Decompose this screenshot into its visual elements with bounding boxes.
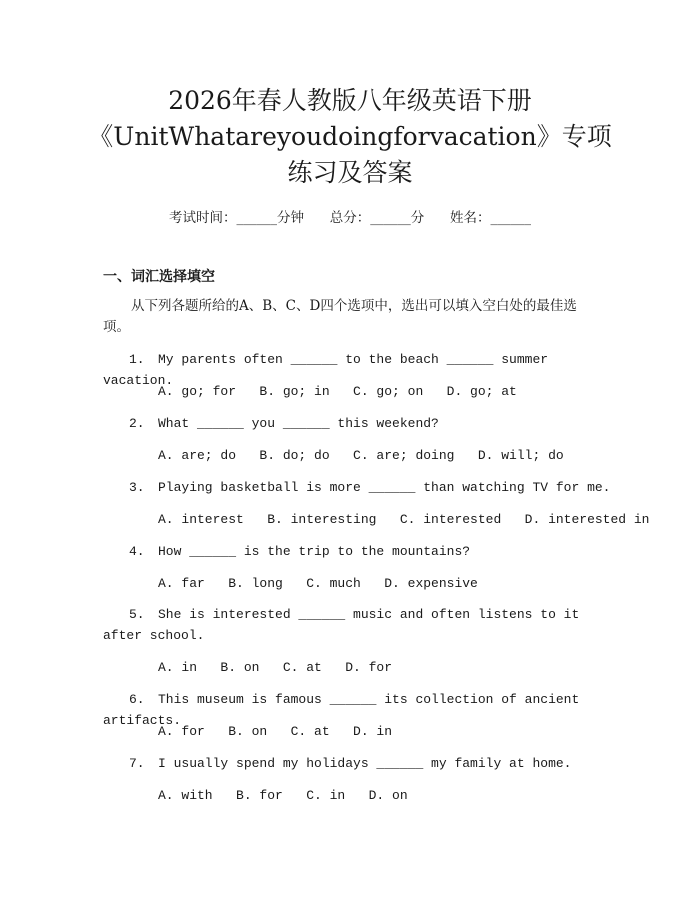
question-6-options: A. for B. on C. at D. in bbox=[158, 724, 393, 739]
title-line-1: 2026年春人教版八年级英语下册 bbox=[168, 86, 532, 115]
total-score: 总分：______分 bbox=[329, 210, 425, 226]
question-number: 7. bbox=[129, 756, 145, 771]
question-4-options: A. far B. long C. much D. expensive bbox=[158, 576, 478, 591]
question-text: I usually spend my holidays ______ my family at home. bbox=[158, 756, 572, 771]
student-name: 姓名：______ bbox=[450, 210, 531, 226]
question-text: She is interested ______ music and often listens to it after school. bbox=[103, 607, 580, 643]
question-3-options: A. interest B. interesting C. interested D. interested in bbox=[158, 512, 650, 527]
exam-meta bbox=[0, 206, 700, 226]
question-number: 5. bbox=[129, 607, 145, 622]
question-5-options: A. in B. on C. at D. for bbox=[158, 660, 393, 675]
question-4 bbox=[103, 541, 613, 562]
question-text: How ______ is the trip to the mountains? bbox=[158, 544, 471, 559]
question-2-options: A. are; do B. do; do C. are; doing D. will; do bbox=[158, 448, 564, 463]
question-text: My parents often ______ to the beach ______ summer vacation. bbox=[103, 352, 549, 388]
question-1-options: A. go; for B. go; in C. go; on D. go; at bbox=[158, 384, 517, 399]
title-line-2: 《UnitWhatareyoudoingforvacation》专项 bbox=[88, 122, 612, 151]
section-heading: 一、词汇选择填空 bbox=[103, 269, 215, 285]
question-text: Playing basketball is more ______ than watching TV for me. bbox=[158, 480, 611, 495]
section-instruction: 从下列各题所给的A、B、C、D四个选项中，选出可以填入空白处的最佳选项。 bbox=[103, 298, 577, 335]
question-3 bbox=[103, 477, 613, 498]
question-7-options: A. with B. for C. in D. on bbox=[158, 788, 408, 803]
question-number: 6. bbox=[129, 692, 145, 707]
exam-time: 考试时间：______分钟 bbox=[169, 210, 304, 226]
question-text: What ______ you ______ this weekend? bbox=[158, 416, 439, 431]
title-line-3: 练习及答案 bbox=[287, 158, 413, 187]
question-7 bbox=[103, 753, 613, 774]
question-number: 2. bbox=[129, 416, 145, 431]
question-2 bbox=[103, 413, 613, 434]
question-text: This museum is famous ______ its collection of ancient artifacts. bbox=[103, 692, 580, 728]
question-number: 4. bbox=[129, 544, 145, 559]
question-number: 1. bbox=[129, 352, 145, 367]
question-5 bbox=[103, 604, 613, 646]
question-number: 3. bbox=[129, 480, 145, 495]
